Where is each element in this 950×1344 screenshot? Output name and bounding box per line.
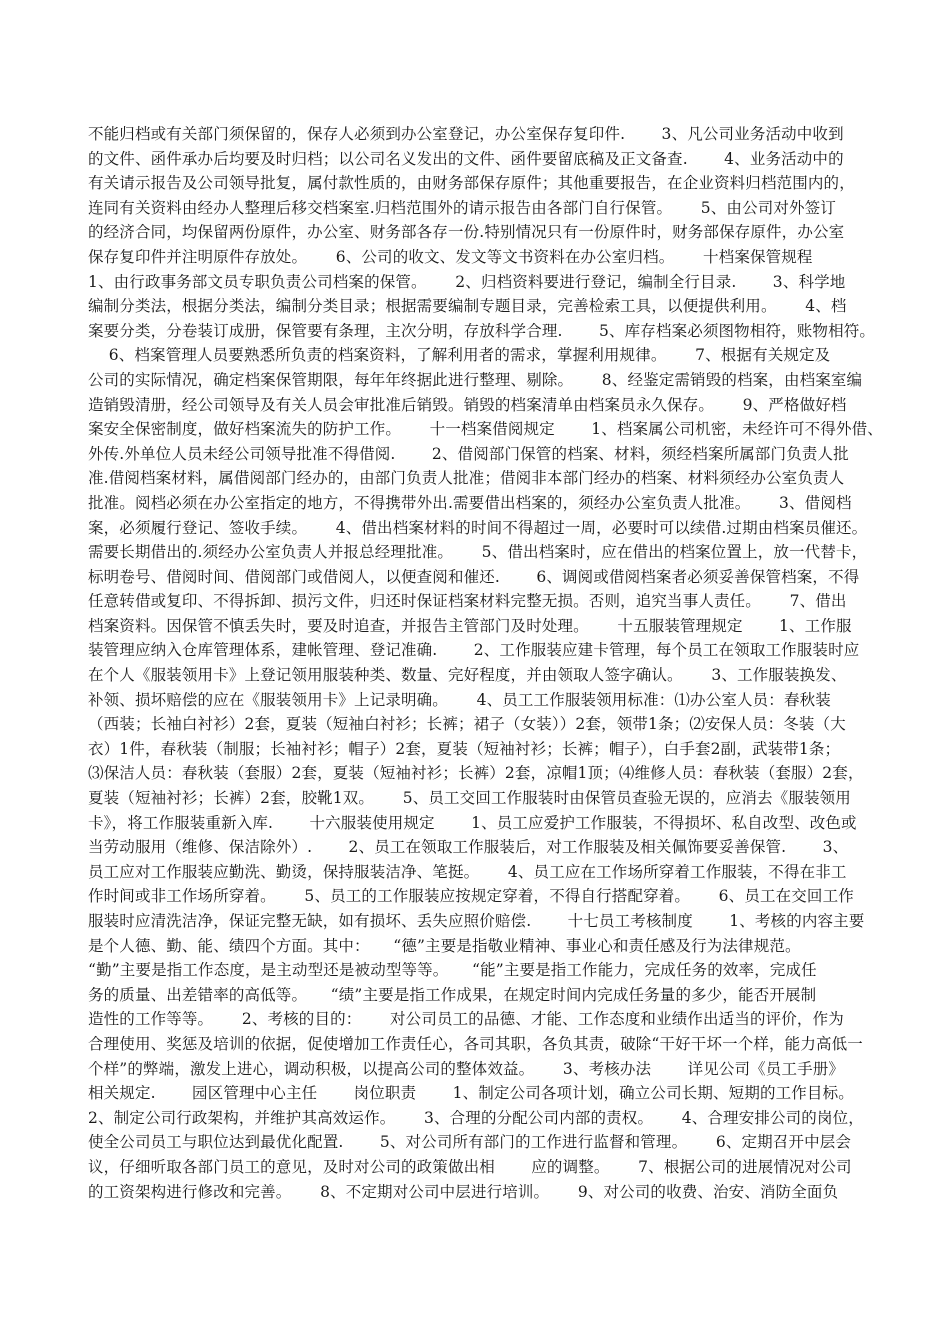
- text-line: 作时间或非工作场所穿着。 5、员工的工作服装应按规定穿着，不得自行搭配穿着。 6、员工在交回工作: [88, 887, 854, 906]
- text-line: （西装；长袖白衬衫）2套，夏装（短袖白衬衫；长裤；裙子（女装））2套，领带1条；⑵安保人员：冬装（大: [88, 715, 846, 734]
- text-line: 任意转借或复印、不得拆卸、损污文件，归还时保证档案材料完整无损。否则，追究当事人责任。 7、借出: [88, 592, 847, 611]
- text-line: 有关请示报告及公司领导批复，属付款性质的，由财务部保存原件；其他重要报告，在企业资料归档范围内的，: [88, 174, 855, 193]
- text-line: 补领、损坏赔偿的应在《服装领用卡》上记录明确。 4、员工工作服装领用标准：⑴办公室人员：春秋装: [88, 690, 831, 709]
- text-line: 不能归档或有关部门须保留的，保存人必须到办公室登记，办公室保存复印件. 3、凡公司业务活动中收到: [88, 125, 844, 143]
- text-line: 案安全保密制度，做好档案流失的防护工作。 十一档案借阅规定 1、档案属公司机密，未经许可不得外借、: [88, 420, 883, 439]
- text-line: 标明卷号、借阅时间、借阅部门或借阅人，以便查阅和催还. 6、调阅或借阅档案者必须妥善保管档案，不得: [88, 567, 860, 586]
- text-line: 公司的实际情况，确定档案保管期限，每年年终据此进行整理、剔除。 8、经鉴定需销毁的档案，由档案室编: [88, 370, 863, 389]
- text-line: 的经济合同，均保留两份原件，办公室、财务部各存一份.特别情况只有一份原件时，财务部保存原件，办公室: [88, 223, 845, 242]
- text-line: 在个人《服装领用卡》上登记领用服装种类、数量、完好程度，并由领取人签字确认。 3、工作服装换发、: [88, 666, 847, 685]
- text-line: 使全公司员工与职位达到最优化配置. 5、对公司所有部门的工作进行监督和管理。 6、定期召开中层会: [88, 1133, 852, 1152]
- text-line: 批准。阅档必须在办公室指定的地方，不得携带外出.需要借出档案的，须经办公室负责人批准。 3、借阅档: [88, 493, 852, 512]
- text-line: 的工资架构进行修改和完善。 8、不定期对公司中层进行培训。 9、对公司的收费、治安、消防全面负: [88, 1182, 839, 1201]
- text-line: 外传.外单位人员未经公司领导批准不得借阅. 2、借阅部门保管的档案、材料，须经档案所属部门负责人批: [88, 444, 849, 463]
- text-line: “勤”主要是指工作态度，是主动型还是被动型等等。 “能”主要是指工作能力，完成任务的效率，完成任: [88, 961, 817, 980]
- text-line: 造性的工作等等。 2、考核的目的： 对公司员工的品德、才能、工作态度和业绩作出适当的评价，作为: [88, 1010, 844, 1029]
- text-line: 案要分类，分卷装订成册，保管要有条理，主次分明，存放科学合理. 5、库存档案必须图物相符，账物相符。: [88, 321, 876, 340]
- text-line: 编制分类法，根据分类法，编制分类目录；根据需要编制专题目录，完善检索工具，以便提供利用。 4、档: [88, 297, 847, 316]
- text-line: 档案资料。因保管不慎丢失时，要及时追查，并报告主管部门及时处理。 十五服装管理规定 1、工作服: [88, 616, 852, 635]
- text-line: 务的质量、出差错率的高低等。 “绩”主要是指工作成果，在规定时间内完成任务量的多少，能否开展制: [88, 985, 817, 1004]
- text-line: 服装时应清洗洁净，保证完整无缺，如有损坏、丢失应照价赔偿. 十七员工考核制度 1、考核的内容主要: [88, 912, 865, 930]
- text-line: 造销毁清册，经公司领导及有关人员会审批准后销毁。销毁的档案清单由档案员永久保存。 9、严格做好档: [88, 395, 847, 414]
- text-line: 6、档案管理人员要熟悉所负责的档案资料，了解利用者的需求，掌握利用规律。 7、根据有关规定及: [88, 346, 831, 365]
- text-line: 衣）1件，春秋装（制服；长袖衬衫；帽子）2套，夏装（短袖衬衫；长裤；帽子），白手套2副，武装带1条；: [88, 739, 841, 758]
- text-line: 议，仔细听取各部门员工的意见，及时对公司的政策做出相 应的调整。 7、根据公司的进展情况对公司: [88, 1157, 852, 1176]
- text-line: 连同有关资料由经办人整理后移交档案室.归档范围外的请示报告由各部门自行保管。 5、由公司对外签订: [88, 198, 836, 217]
- text-line: 当劳动服用（维修、保洁除外）. 2、员工在领取工作服装后，对工作服装及相关佩饰要妥善保管. 3、: [88, 838, 849, 857]
- text-line: 相关规定. 园区管理中心主任 岗位职责 1、制定公司各项计划，确立公司长期、短期的工作目标。: [88, 1084, 854, 1103]
- text-line: 卡》，将工作服装重新入库. 十六服装使用规定 1、员工应爱护工作服装，不得损坏、私自改型、改色或: [88, 813, 857, 832]
- text-line: 个样”的弊端，激发上进心，调动积极，以提高公司的整体效益。 3、考核办法 详见公司《员工手册》: [88, 1059, 845, 1078]
- text-line: 案，必须履行登记、签收手续。 4、借出档案材料的时间不得超过一周，必要时可以续借.过期由档案员催还。: [88, 518, 868, 537]
- text-line: 准.借阅档案材料，属借阅部门经办的，由部门负责人批准；借阅非本部门经办的档案、材料须经办公室负责人: [88, 469, 845, 488]
- text-line: 保存复印件并注明原件存放处。 6、公司的收文、发文等文书资料在办公室归档。 十档案保管规程: [88, 247, 813, 266]
- text-line: 是个人德、勤、能、绩四个方面。其中： “德”主要是指敬业精神、事业心和责任感及行为法律规范。: [88, 936, 801, 955]
- document-body: [88, 122, 910, 1204]
- text-line: 合理使用、奖惩及培训的依据，促使增加工作责任心，各司其职，各负其责，破除“干好干坏一个样，能力高低一: [88, 1034, 863, 1053]
- text-line: 员工应对工作服装应勤洗、勤烫，保持服装洁净、笔挺。 4、员工应在工作场所穿着工作服装，不得在非工: [88, 862, 847, 881]
- text-line: 需要长期借出的.须经办公室负责人并报总经理批准。 5、借出档案时，应在借出的档案位置上，放一代替卡，: [88, 543, 868, 562]
- text-line: 装管理应纳入仓库管理体系，建帐管理、登记准确. 2、工作服装应建卡管理，每个员工在领取工作服装时应: [88, 641, 860, 660]
- text-line: 1、由行政事务部文员专职负责公司档案的保管。 2、归档资料要进行登记，编制全行目录. 3、科学地: [88, 272, 846, 291]
- text-line: ⑶保洁人员：春秋装（套服）2套，夏装（短袖衬衫；长裤）2套，凉帽1顶；⑷维修人员：春秋装（套服）2套，: [88, 764, 864, 783]
- text-line: 的文件、函件承办后均要及时归档；以公司名义发出的文件、函件要留底稿及正文备查. 4、业务活动中的: [88, 149, 844, 168]
- text-line: 夏装（短袖衬衫；长裤）2套，胶靴1双。 5、员工交回工作服装时由保管员查验无误的，应消去《服装领用: [88, 789, 851, 808]
- text-line: 2、制定公司行政架构，并维护其高效运作。 3、合理的分配公司内部的责权。 4、合理安排公司的岗位，: [88, 1108, 864, 1127]
